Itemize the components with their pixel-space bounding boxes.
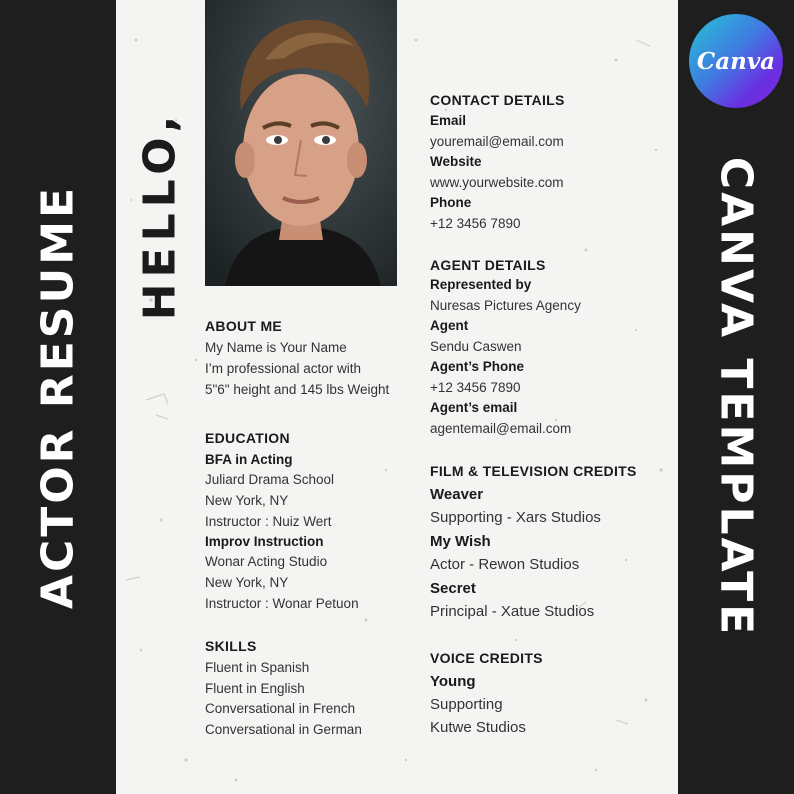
agent-email-value: agentemail@email.com <box>430 421 572 436</box>
credit-role: Actor - Rewon Studios <box>430 556 580 573</box>
education-heading: EDUCATION <box>205 430 290 446</box>
skill-item: Conversational in French <box>205 701 356 716</box>
education-entry-1-line-1: Juliard Drama School <box>205 472 335 487</box>
about-line-2: I’m professional actor with <box>205 361 362 376</box>
credit-title: Weaver <box>430 486 484 503</box>
voice-studio: Kutwe Studios <box>430 719 526 736</box>
voice-role: Supporting <box>430 696 503 713</box>
agent-value: Sendu Caswen <box>430 339 522 354</box>
education-entry-2-line-3: Instructor : Wonar Petuon <box>205 596 359 611</box>
education-entry-2-line-2: New York, NY <box>205 575 289 590</box>
education-entry-1-line-3: Instructor : Nuiz Wert <box>205 514 332 529</box>
contact-heading: CONTACT DETAILS <box>430 92 565 108</box>
skill-item: Fluent in Spanish <box>205 660 310 675</box>
education-entry-2-line-1: Wonar Acting Studio <box>205 554 328 569</box>
skill-item: Conversational in German <box>205 722 362 737</box>
credit-role: Principal - Xatue Studios <box>430 603 595 620</box>
represented-by-value: Nuresas Pictures Agency <box>430 298 581 313</box>
skill-item: Fluent in English <box>205 681 305 696</box>
left-column <box>205 0 425 794</box>
about-line-1: My Name is Your Name <box>205 340 347 355</box>
right-column <box>430 0 675 794</box>
email-label: Email <box>430 113 467 128</box>
agent-phone-label: Agent’s Phone <box>430 359 525 374</box>
website-label: Website <box>430 154 482 169</box>
hello-heading: HELLO, <box>134 109 186 321</box>
voice-title: Young <box>430 673 476 690</box>
film-heading: FILM & TELEVISION CREDITS <box>430 463 637 479</box>
agent-email-label: Agent’s email <box>430 400 518 415</box>
about-line-3: 5"6" height and 145 lbs Weight <box>205 382 390 397</box>
actor-resume-title: ACTOR RESUME <box>32 184 84 610</box>
canva-logo: Canva <box>689 14 783 108</box>
agent-heading: AGENT DETAILS <box>430 257 546 273</box>
phone-value: +12 3456 7890 <box>430 216 521 231</box>
education-entry-1-line-2: New York, NY <box>205 493 289 508</box>
credit-title: My Wish <box>430 533 491 550</box>
education-entry-1-title: BFA in Acting <box>205 452 293 467</box>
phone-label: Phone <box>430 195 472 210</box>
voice-heading: VOICE CREDITS <box>430 650 543 666</box>
about-heading: ABOUT ME <box>205 318 283 334</box>
website-value: www.yourwebsite.com <box>430 175 564 190</box>
canva-template-title: CANVA TEMPLATE <box>710 156 762 638</box>
agent-phone-value: +12 3456 7890 <box>430 380 521 395</box>
credit-role: Supporting - Xars Studios <box>430 509 601 526</box>
email-value: youremail@email.com <box>430 134 564 149</box>
education-entry-2-title: Improv Instruction <box>205 534 324 549</box>
credit-title: Secret <box>430 580 476 597</box>
represented-by-label: Represented by <box>430 277 532 292</box>
skills-heading: SKILLS <box>205 638 257 654</box>
agent-label: Agent <box>430 318 469 333</box>
